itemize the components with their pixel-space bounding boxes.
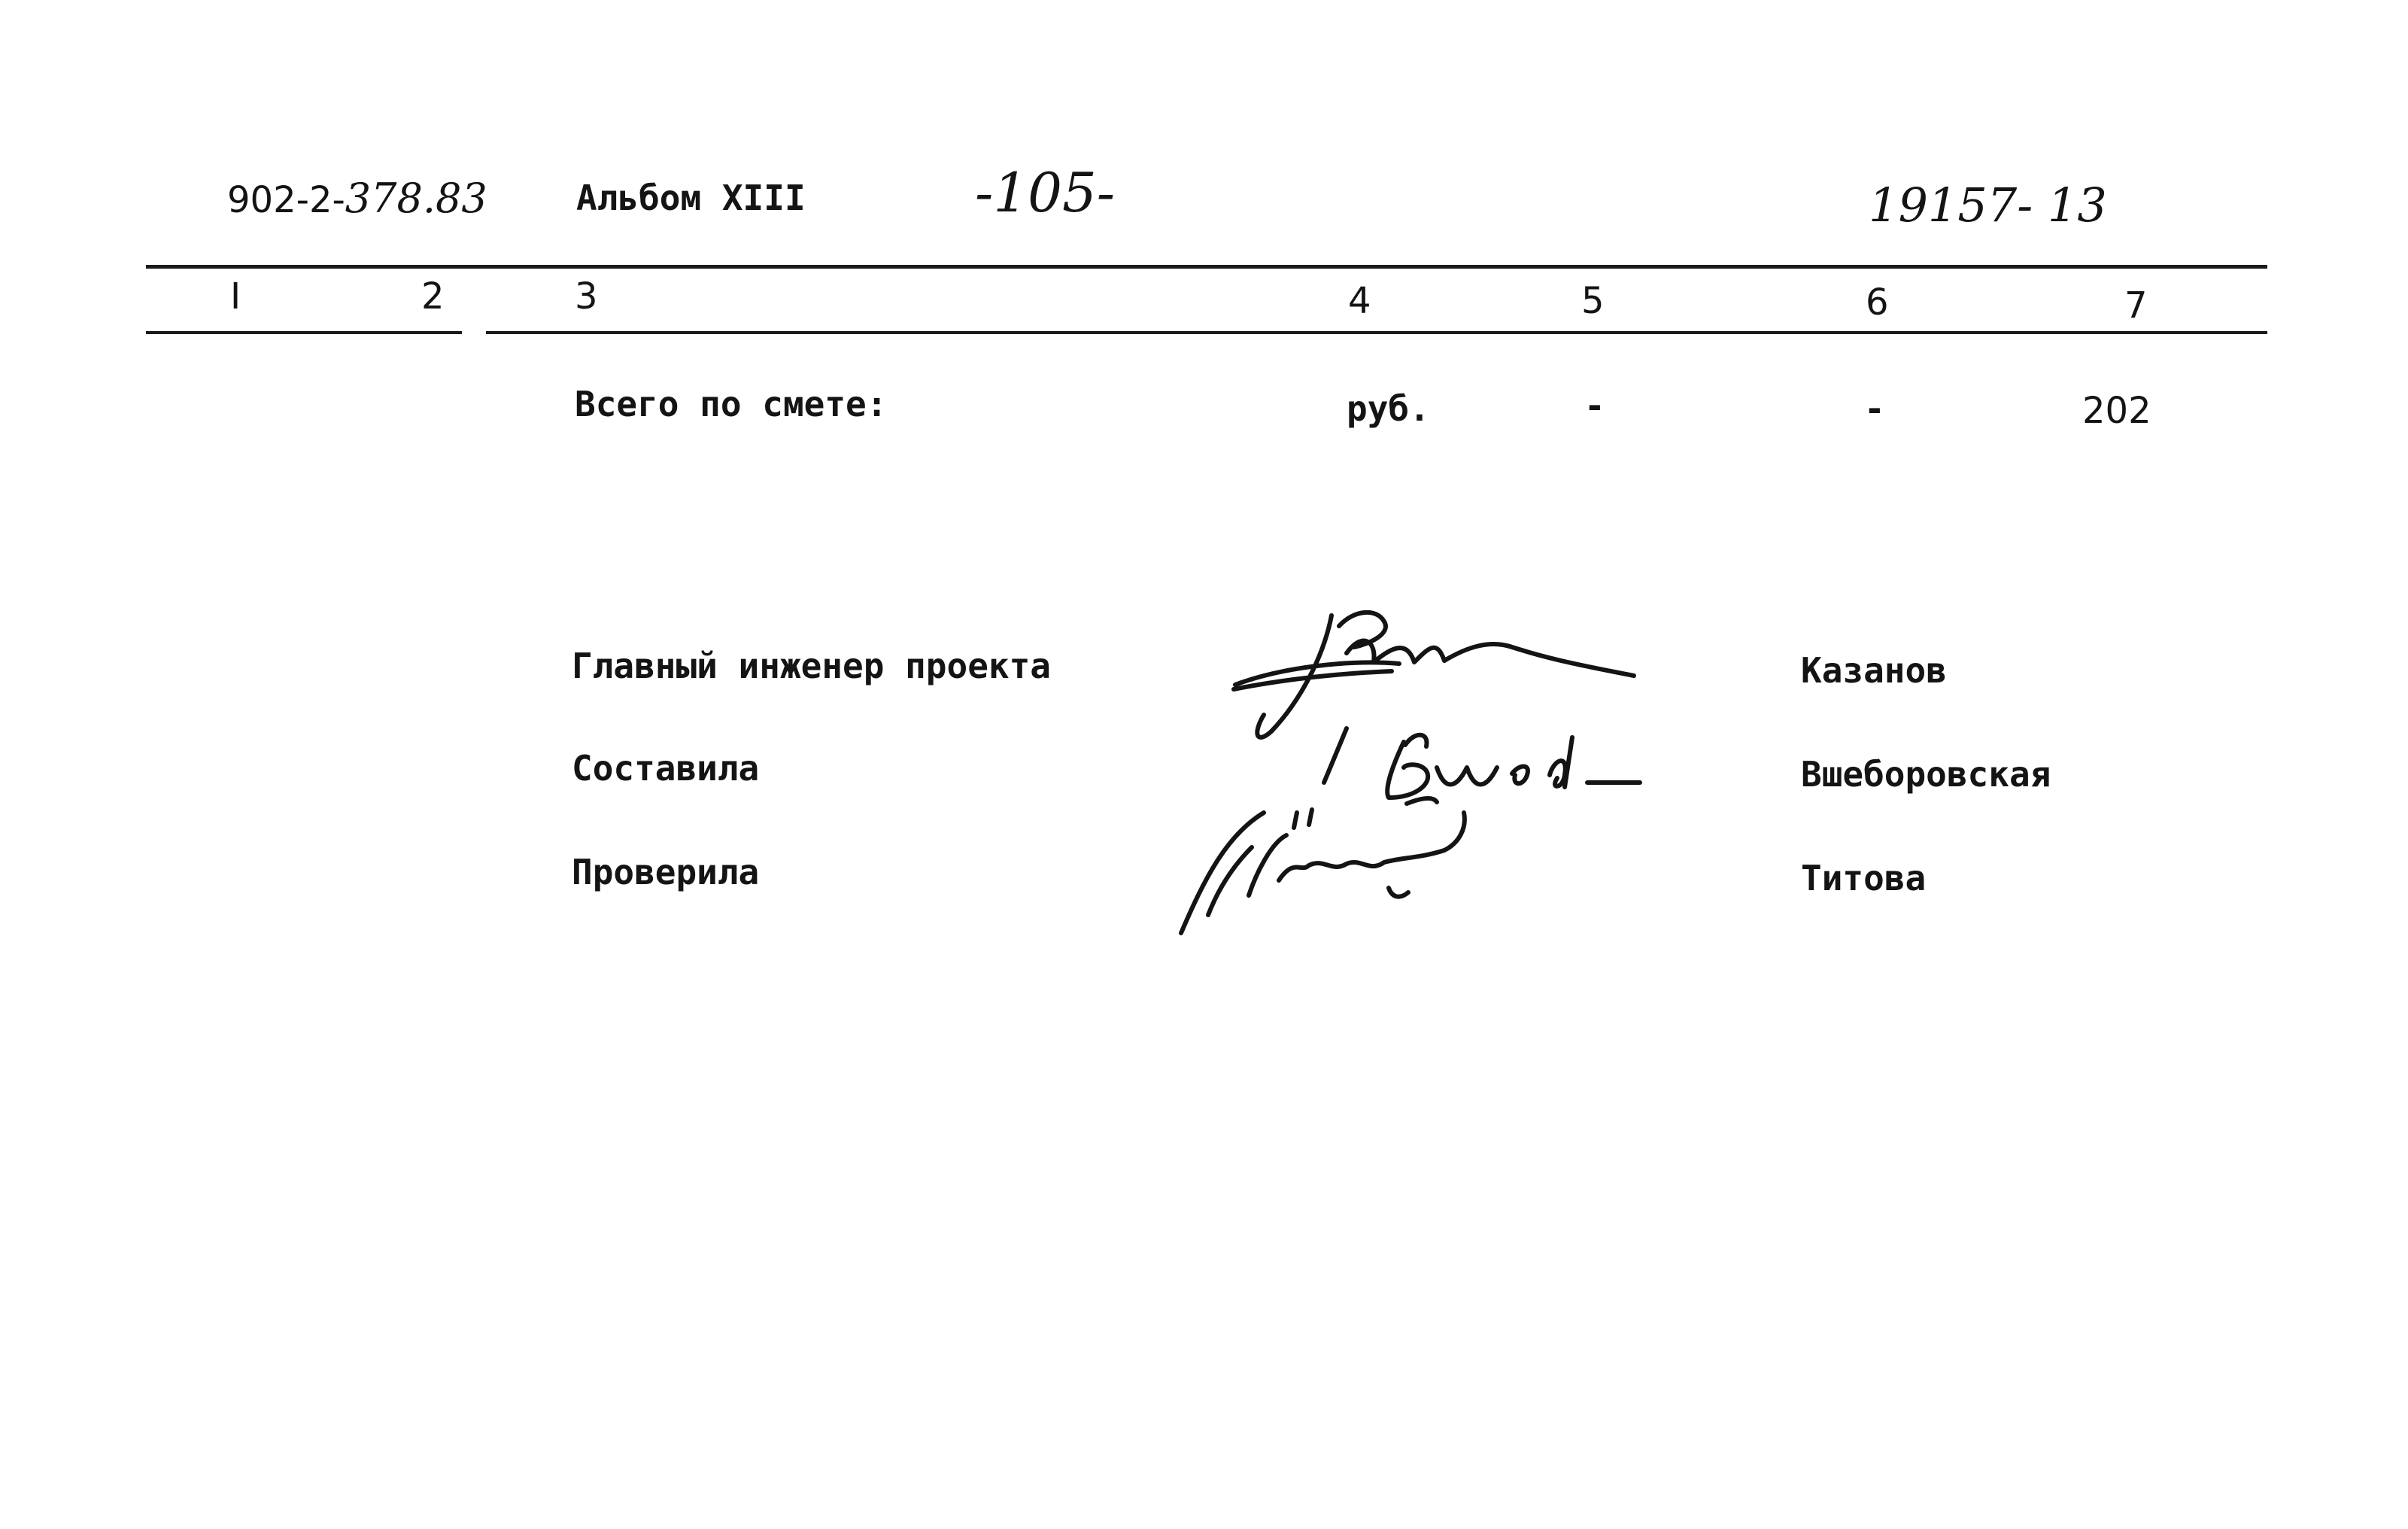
total-col5: - [1584, 385, 1605, 426]
signature-checker-stroke [1181, 810, 1465, 933]
column-number-2: 2 [421, 275, 445, 318]
column-number-5: 5 [1581, 280, 1605, 322]
column-number-4: 4 [1348, 280, 1371, 322]
total-col6: - [1864, 388, 1885, 429]
document-code-printed: 902-2- [227, 179, 345, 221]
document-code-handwritten: 378.83 [345, 175, 487, 222]
column-number-7: 7 [2124, 284, 2148, 327]
column-number-1: I [230, 275, 241, 318]
bottom-rule-left [146, 331, 462, 334]
total-col7: 202 [2082, 390, 2151, 432]
column-number-6: 6 [1866, 281, 1889, 324]
bottom-rule-right [486, 331, 2267, 334]
signature-compiler-stroke [1387, 735, 1640, 804]
signature-name-compiler: Вшеборовская [1801, 754, 2051, 795]
signature-role-chief-engineer: Главный инженер проекта [572, 646, 1051, 686]
signature-role-checker: Проверила [572, 852, 760, 892]
signature-role-compiler: Составила [572, 748, 760, 789]
total-label: Всего по смете: [575, 384, 888, 424]
page-number: -105- [975, 161, 1116, 224]
top-rule [146, 265, 2267, 269]
signature-chief-engineer-stroke [1234, 613, 1634, 783]
document-code [227, 175, 487, 222]
signature-name-checker: Титова [1801, 858, 1927, 898]
inventory-number: 19157- 13 [1869, 178, 2107, 233]
column-number-3: 3 [575, 275, 598, 318]
signature-name-chief-engineer: Казанов [1801, 650, 1947, 691]
total-unit: руб. [1347, 388, 1430, 429]
album-label: Альбом XIII [576, 178, 806, 218]
